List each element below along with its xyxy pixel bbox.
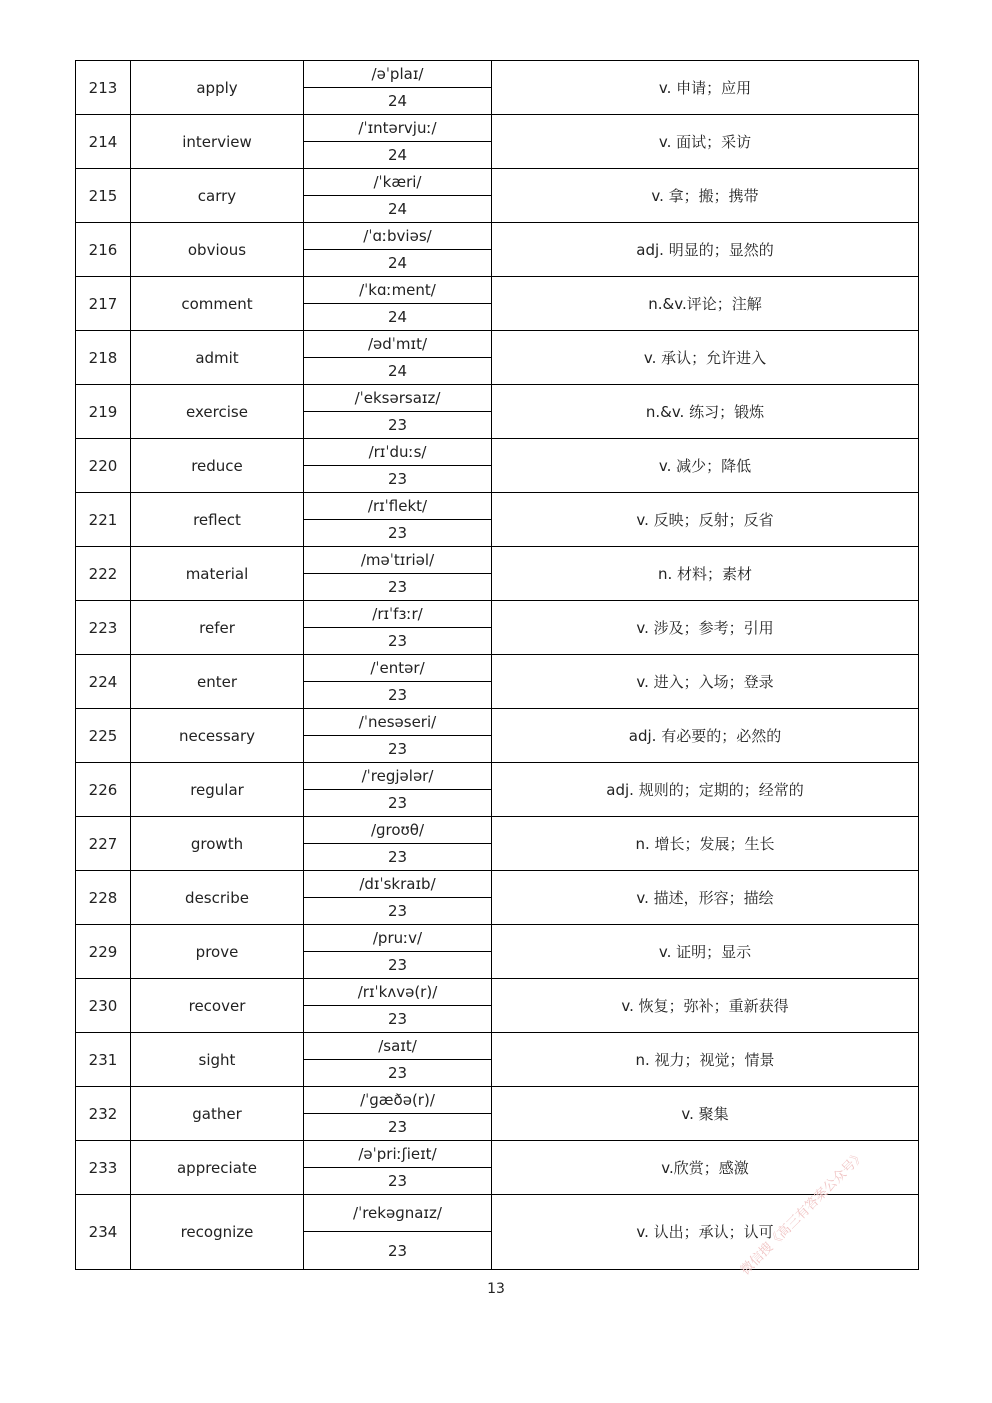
vocab-row — [76, 547, 919, 574]
entry-phonetic: /rɪˈduːs/ — [304, 439, 492, 466]
vocab-row — [76, 223, 919, 250]
entry-number: 230 — [76, 979, 131, 1033]
vocab-row — [76, 709, 919, 736]
entry-meaning: adj. 有必要的；必然的 — [492, 709, 919, 763]
entry-phonetic: /ˈɪntərvjuː/ — [304, 115, 492, 142]
entry-frequency: 23 — [304, 952, 492, 979]
entry-word: sight — [131, 1033, 304, 1087]
entry-frequency: 24 — [304, 358, 492, 385]
entry-meaning: v. 申请；应用 — [492, 61, 919, 115]
entry-number: 228 — [76, 871, 131, 925]
vocab-row — [76, 115, 919, 142]
entry-frequency: 23 — [304, 736, 492, 763]
entry-phonetic: /rɪˈkʌvə(r)/ — [304, 979, 492, 1006]
entry-phonetic: /ˈregjələr/ — [304, 763, 492, 790]
entry-frequency: 24 — [304, 304, 492, 331]
entry-word: reduce — [131, 439, 304, 493]
entry-meaning: v. 拿；搬；携带 — [492, 169, 919, 223]
entry-phonetic: /ˈnesəseri/ — [304, 709, 492, 736]
entry-number: 227 — [76, 817, 131, 871]
entry-frequency: 23 — [304, 520, 492, 547]
entry-word: describe — [131, 871, 304, 925]
entry-phonetic: /ɡroʊθ/ — [304, 817, 492, 844]
entry-phonetic: /ˈkɑːment/ — [304, 277, 492, 304]
entry-meaning: v. 承认；允许进入 — [492, 331, 919, 385]
entry-frequency: 23 — [304, 682, 492, 709]
vocab-row — [76, 385, 919, 412]
entry-number: 216 — [76, 223, 131, 277]
entry-phonetic: /ˈentər/ — [304, 655, 492, 682]
entry-word: exercise — [131, 385, 304, 439]
entry-word: carry — [131, 169, 304, 223]
entry-number: 221 — [76, 493, 131, 547]
entry-phonetic: /ˈɑːbviəs/ — [304, 223, 492, 250]
entry-meaning: v. 进入；入场；登录 — [492, 655, 919, 709]
entry-phonetic: /ˈrekəɡnaɪz/ — [304, 1195, 492, 1232]
entry-word: apply — [131, 61, 304, 115]
entry-meaning: v. 恢复；弥补；重新获得 — [492, 979, 919, 1033]
entry-number: 219 — [76, 385, 131, 439]
vocab-row — [76, 925, 919, 952]
entry-meaning: n. 增长；发展；生长 — [492, 817, 919, 871]
entry-meaning: v. 认出；承认；认可 — [492, 1195, 919, 1270]
entry-meaning: v. 证明；显示 — [492, 925, 919, 979]
entry-number: 225 — [76, 709, 131, 763]
entry-meaning: adj. 规则的；定期的；经常的 — [492, 763, 919, 817]
entry-frequency: 23 — [304, 574, 492, 601]
entry-meaning: v. 反映；反射；反省 — [492, 493, 919, 547]
vocab-row — [76, 655, 919, 682]
entry-number: 218 — [76, 331, 131, 385]
entry-number: 214 — [76, 115, 131, 169]
entry-number: 224 — [76, 655, 131, 709]
entry-number: 215 — [76, 169, 131, 223]
entry-frequency: 23 — [304, 898, 492, 925]
entry-number: 231 — [76, 1033, 131, 1087]
page-number: 13 — [487, 1281, 505, 1297]
entry-frequency: 23 — [304, 844, 492, 871]
vocab-row — [76, 817, 919, 844]
entry-phonetic: /ˈkæri/ — [304, 169, 492, 196]
vocab-row — [76, 1141, 919, 1168]
entry-meaning: n. 视力；视觉；情景 — [492, 1033, 919, 1087]
entry-meaning: n.&v.评论；注解 — [492, 277, 919, 331]
entry-meaning: n.&v. 练习；锻炼 — [492, 385, 919, 439]
entry-number: 222 — [76, 547, 131, 601]
entry-frequency: 23 — [304, 628, 492, 655]
entry-meaning: n. 材料；素材 — [492, 547, 919, 601]
entry-number: 229 — [76, 925, 131, 979]
entry-frequency: 24 — [304, 250, 492, 277]
entry-phonetic: /saɪt/ — [304, 1033, 492, 1060]
vocab-row — [76, 1033, 919, 1060]
entry-word: regular — [131, 763, 304, 817]
entry-meaning: v. 面试；采访 — [492, 115, 919, 169]
watermark-text: 微信搜《高三有答案公众号》 — [738, 1148, 869, 1279]
entry-word: obvious — [131, 223, 304, 277]
entry-phonetic: /rɪˈflekt/ — [304, 493, 492, 520]
entry-meaning: v. 描述，形容；描绘 — [492, 871, 919, 925]
entry-meaning: v. 减少；降低 — [492, 439, 919, 493]
entry-number: 213 — [76, 61, 131, 115]
entry-word: gather — [131, 1087, 304, 1141]
vocab-row — [76, 1087, 919, 1114]
vocab-row — [76, 169, 919, 196]
entry-word: reflect — [131, 493, 304, 547]
entry-word: material — [131, 547, 304, 601]
vocab-row — [76, 871, 919, 898]
entry-phonetic: /məˈtɪriəl/ — [304, 547, 492, 574]
entry-frequency: 23 — [304, 790, 492, 817]
entry-number: 220 — [76, 439, 131, 493]
entry-word: refer — [131, 601, 304, 655]
entry-word: growth — [131, 817, 304, 871]
entry-phonetic: /ˈɡæðə(r)/ — [304, 1087, 492, 1114]
entry-word: comment — [131, 277, 304, 331]
entry-meaning: v. 涉及；参考；引用 — [492, 601, 919, 655]
entry-number: 234 — [76, 1195, 131, 1270]
entry-number: 232 — [76, 1087, 131, 1141]
entry-word: prove — [131, 925, 304, 979]
entry-meaning: v. 聚集 — [492, 1087, 919, 1141]
entry-meaning: v.欣赏；感激 — [492, 1141, 919, 1195]
entry-frequency: 23 — [304, 1006, 492, 1033]
entry-frequency: 23 — [304, 1114, 492, 1141]
entry-frequency: 24 — [304, 142, 492, 169]
entry-phonetic: /dɪˈskraɪb/ — [304, 871, 492, 898]
entry-phonetic: /pruːv/ — [304, 925, 492, 952]
entry-frequency: 23 — [304, 412, 492, 439]
entry-frequency: 24 — [304, 88, 492, 115]
entry-frequency: 23 — [304, 1060, 492, 1087]
entry-frequency: 23 — [304, 466, 492, 493]
vocab-row — [76, 601, 919, 628]
vocabulary-table-body — [76, 61, 919, 1270]
entry-meaning: adj. 明显的；显然的 — [492, 223, 919, 277]
entry-word: recover — [131, 979, 304, 1033]
entry-phonetic: /rɪˈfɜːr/ — [304, 601, 492, 628]
vocab-row — [76, 331, 919, 358]
entry-frequency: 23 — [304, 1168, 492, 1195]
entry-frequency: 24 — [304, 196, 492, 223]
entry-number: 233 — [76, 1141, 131, 1195]
vocab-row — [76, 979, 919, 1006]
vocab-row — [76, 493, 919, 520]
entry-phonetic: /ədˈmɪt/ — [304, 331, 492, 358]
entry-frequency: 23 — [304, 1232, 492, 1270]
entry-word: enter — [131, 655, 304, 709]
entry-word: necessary — [131, 709, 304, 763]
vocab-row — [76, 277, 919, 304]
entry-word: interview — [131, 115, 304, 169]
entry-word: recognize — [131, 1195, 304, 1270]
entry-word: appreciate — [131, 1141, 304, 1195]
vocab-row — [76, 763, 919, 790]
entry-number: 217 — [76, 277, 131, 331]
entry-number: 223 — [76, 601, 131, 655]
vocabulary-table — [75, 60, 919, 1270]
entry-word: admit — [131, 331, 304, 385]
entry-phonetic: /əˈplaɪ/ — [304, 61, 492, 88]
entry-number: 226 — [76, 763, 131, 817]
entry-phonetic: /ˈeksərsaɪz/ — [304, 385, 492, 412]
vocab-row — [76, 61, 919, 88]
entry-phonetic: /əˈpriːʃieɪt/ — [304, 1141, 492, 1168]
vocab-row — [76, 439, 919, 466]
